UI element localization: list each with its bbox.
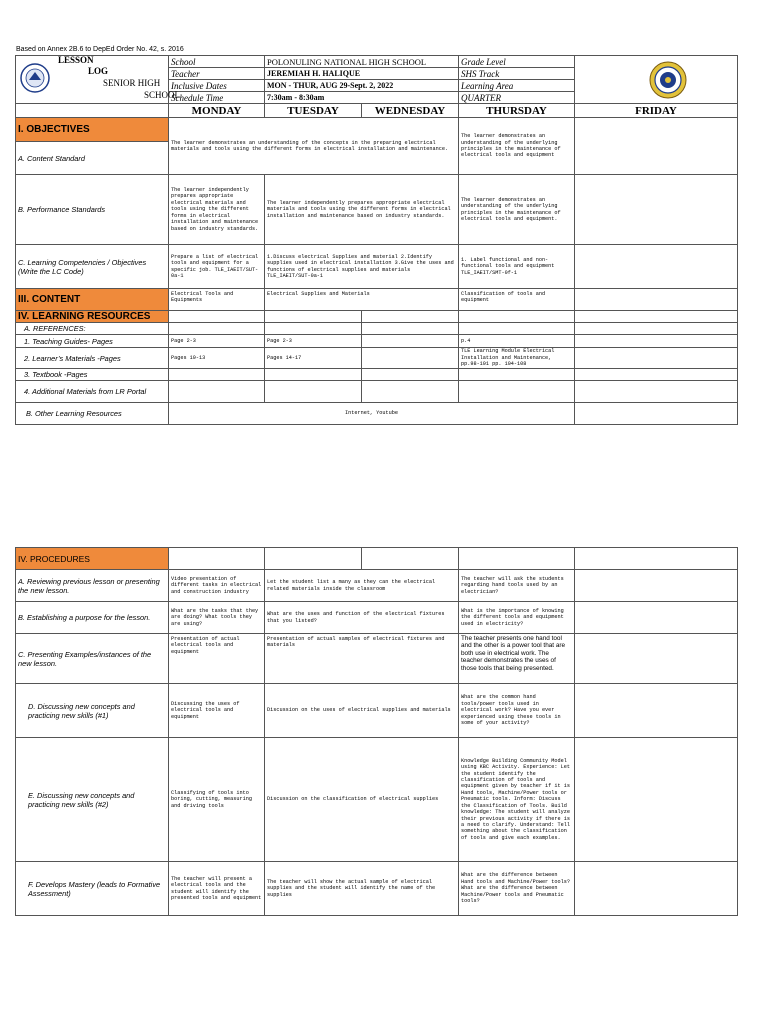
content-standard-mon-wed: The learner demonstrates an understanding of the concepts in the preparing electrical materials and tools using the different forms in electrical installation and maintenance. (169, 118, 459, 175)
title-line1: LESSON (58, 55, 94, 65)
lm-thu: TLE Learning Module Electrical Installation and Maintenance, pp.98-101 pp. 104-108 (459, 348, 575, 369)
lm-mon: Pages 10-13 (169, 348, 265, 369)
proc-e-mon: Classifying of tools into boring, cutting, measuring and driving tools (169, 738, 265, 862)
seal-cell (575, 56, 738, 104)
objectives-heading: I. OBJECTIVES (16, 118, 169, 142)
textbook-label: 3. Textbook -Pages (16, 369, 169, 381)
guides-thu: p.4 (459, 335, 575, 348)
additional-materials-label: 4. Additional Materials from LR Portal (16, 381, 169, 403)
proc-d-mon: Discussing the uses of electrical tools and equipment (169, 684, 265, 738)
references-label: A. REFERENCES: (16, 323, 169, 335)
performance-mon: The learner independently prepares appropriate electrical materials and tools using the different forms in electrical installation and maintenance based on industry standards. (169, 175, 265, 245)
proc-f-label: F. Develops Mastery (leads to Formative Assessment) (16, 862, 169, 916)
quarter-label: QUARTER (459, 92, 575, 104)
proc-f-mon: The teacher will present a electrical tools and the student will identify the presented tools and equipment (169, 862, 265, 916)
proc-b-mon: What are the tasks that they are doing? What tools they are using? (169, 602, 265, 634)
school-value: POLONULING NATIONAL HIGH SCHOOL (265, 56, 459, 68)
proc-e-label: E. Discussing new concepts and practicing new skills (#2) (16, 738, 169, 862)
teacher-label: Teacher (169, 68, 265, 80)
proc-a-thu: The teacher will ask the students regarding hand tools used by an electrician? (459, 570, 575, 602)
proc-d-label: D. Discussing new concepts and practicing new skills (#1) (16, 684, 169, 738)
proc-e-tue-wed: Discussion on the classification of electrical supplies (265, 738, 459, 862)
resources-heading: IV. LEARNING RESOURCES (16, 311, 169, 323)
time-value: 7:30am - 8:30am (265, 92, 459, 104)
performance-thu: The learner demonstrates an understanding of the underlying principles in the maintenance of electrical tools and equipment. (459, 175, 575, 245)
other-resources-value: Internet, Youtube (169, 403, 575, 425)
proc-f-thu: What are the difference between Hand tools and Machine/Power tools? What are the difference between Machine/Power tools and Pneumatic tools? (459, 862, 575, 916)
procedures-heading: IV. PROCEDURES (16, 548, 169, 570)
competencies-tue-wed: 1.Discuss electrical Supplies and material 2.Identify supplies used in electrical installation 3.Give the uses and functions of electrical supplies and materials TLE_IAEIT/SUT-0a-1 (265, 245, 459, 289)
time-label: Schedule Time (169, 92, 265, 104)
proc-a-tue-wed: Let the student list a many as they can the electrical related materials inside the classroom (265, 570, 459, 602)
proc-f-tue-wed: The teacher will show the actual sample of electrical supplies and the student will identify the name of the supplies (265, 862, 459, 916)
title-line2: LOG (88, 66, 109, 76)
title-line3: SENIOR HIGH (103, 78, 161, 88)
content-standard-thu: The learner demonstrates an understanding of the underlying principles in the maintenance of electrical tools and equipment (459, 118, 575, 175)
annex-note: Based on Annex 2B.6 to DepEd Order No. 42, s. 2016 (16, 46, 184, 53)
lesson-log-table (15, 55, 738, 425)
grade-label: Grade Level (459, 56, 575, 68)
proc-d-thu: What are the common hand tools/power tools used in electrical work? Have you ever experienced using these tools in some of your activity? (459, 684, 575, 738)
other-resources-label: B. Other Learning Resources (16, 403, 169, 425)
proc-c-label: C. Presenting Examples/instances of the new lesson. (16, 634, 169, 684)
competencies-mon: Prepare a list of electrical tools and equipment for a specific job. TLE_IAEIT/SUT-0a-1 (169, 245, 265, 289)
content-tue-wed: Electrical Supplies and Materials (265, 289, 459, 311)
guides-tue: Page 2-3 (265, 335, 362, 348)
proc-b-tue-wed: What are the uses and function of the electrical fixtures that you listed? (265, 602, 459, 634)
area-label: Learning Area (459, 80, 575, 92)
dates-value: MON - THUR, AUG 29-Sept. 2, 2022 (265, 80, 459, 92)
proc-b-thu: What is the importance of knowing the different tools and equipment used in electricity? (459, 602, 575, 634)
day-wednesday: WEDNESDAY (362, 104, 459, 118)
procedures-table (15, 547, 738, 916)
performance-fri (575, 175, 738, 245)
dates-label: Inclusive Dates (169, 80, 265, 92)
title-line4: SCHOOL (144, 90, 181, 100)
competencies-fri (575, 245, 738, 289)
day-friday: FRIDAY (575, 104, 738, 118)
proc-a-mon: Video presentation of different tasks in electrical and construction industry (169, 570, 265, 602)
day-tuesday: TUESDAY (265, 104, 362, 118)
proc-a-label: A. Reviewing previous lesson or presenting the new lesson. (16, 570, 169, 602)
content-standard-label: A. Content Standard (16, 142, 169, 175)
content-thu: Classification of tools and equipment (459, 289, 575, 311)
content-mon: Electrical Tools and Equipments (169, 289, 265, 311)
content-standard-fri (575, 118, 738, 175)
proc-d-tue-wed: Discussion on the uses of electrical supplies and materials (265, 684, 459, 738)
content-heading: III. CONTENT (16, 289, 169, 311)
competencies-label: C. Learning Competencies / Objectives (Write the LC Code) (16, 245, 169, 289)
day-thursday: THURSDAY (459, 104, 575, 118)
learners-materials-label: 2. Learner’s Materials -Pages (16, 348, 169, 369)
teaching-guides-label: 1. Teaching Guides- Pages (16, 335, 169, 348)
proc-b-label: B. Establishing a purpose for the lesson. (16, 602, 169, 634)
guides-mon: Page 2-3 (169, 335, 265, 348)
proc-c-thu: The teacher presents one hand tool and the other is a power tool that are both use in electrical work. The teacher demonstrates the uses of those tools that being presented. (459, 634, 575, 684)
day-header-blank (16, 104, 169, 118)
proc-c-tue-wed: Presentation of actual samples of electrical fixtures and materials (265, 634, 459, 684)
proc-e-thu: Knowledge Building Community Model using KBC Activity. Experience: Let the student identify the classification of tools and equipment given by teacher if it is Hand tools, Machine/Power tools or Pneumatic tools. Inform: Discuss the Classification of Tools. Build knowledge: The student will analyze their previous activity if there is a need to clarify. Understand: Tell something about the classification of tools and give each examples. (459, 738, 575, 862)
teacher-value: JEREMIAH H. HALIQUE (265, 68, 459, 80)
competencies-thu: 1. Label functional and non-functional tools and equipment TLE_IAEIT/SMT-0f-1 (459, 245, 575, 289)
day-monday: MONDAY (169, 104, 265, 118)
performance-tue-wed: The learner independently prepares appropriate electrical materials and tools using the different forms in electrical installation and maintenance based on industry standards. (265, 175, 459, 245)
lesson-log-title-cell (16, 55, 181, 104)
track-label: SHS Track (459, 68, 575, 80)
proc-c-mon: Presentation of actual electrical tools and equipment (169, 634, 265, 684)
lm-tue: Pages 14-17 (265, 348, 362, 369)
performance-standards-label: B. Performance Standards (16, 175, 169, 245)
content-fri (575, 289, 738, 311)
school-label: School (169, 56, 265, 68)
